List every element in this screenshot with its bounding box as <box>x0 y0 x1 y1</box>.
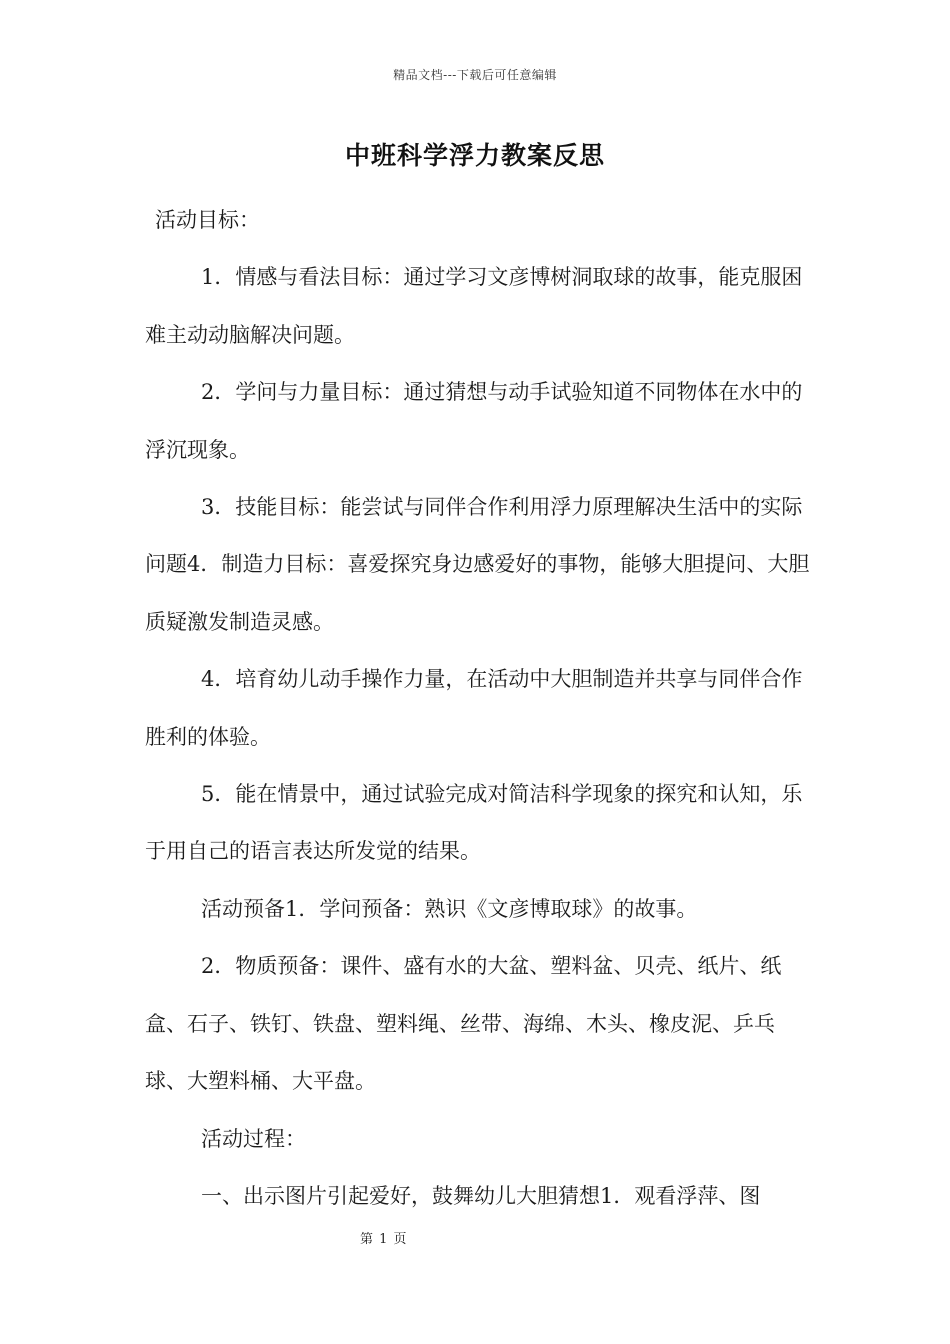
paragraph-process-1: 一、出示图片引起爱好，鼓舞幼儿大胆猜想1．观看浮萍、图 <box>201 1183 761 1208</box>
section-heading-process: 活动过程： <box>201 1126 306 1151</box>
paragraph-objective-2: 2．学问与力量目标：通过猜想与动手试验知道不同物体在水中的浮沉现象。 <box>145 380 803 462</box>
section-heading-objectives: 活动目标： <box>155 208 260 232</box>
paragraph-preparation-2: 2．物质预备：课件、盛有水的大盆、塑料盆、贝壳、纸片、纸盒、石子、铁钉、铁盘、塑料绳、丝带、海绵、木头、橡皮泥、乒乓球、大塑料桶、大平盘。 <box>145 954 782 1094</box>
paragraph-objective-5: 5．能在情景中，通过试验完成对简洁科学现象的探究和认知，乐于用自己的语言表达所发觉的结果。 <box>145 782 803 864</box>
page-number: 第 1 页 <box>360 1232 408 1247</box>
paragraph-objective-3: 3．技能目标：能尝试与同伴合作利用浮力原理解决生活中的实际问题4．制造力目标：喜爱探究身边感爱好的事物，能够大胆提问、大胆质疑激发制造灵感。 <box>145 495 810 634</box>
paragraph-objective-1: 1．情感与看法目标：通过学习文彦博树洞取球的故事，能克服困难主动动脑解决问题。 <box>145 265 803 347</box>
document-title: 中班科学浮力教案反思 <box>344 141 605 170</box>
document-body <box>145 192 810 1225</box>
header-note: 精品文档---下载后可任意编辑 <box>393 68 557 82</box>
paragraph-objective-4: 4．培育幼儿动手操作力量，在活动中大胆制造并共享与同伴合作胜利的体验。 <box>145 667 803 749</box>
paragraph-preparation-1: 活动预备1．学问预备：熟识《文彦博取球》的故事。 <box>201 896 698 921</box>
